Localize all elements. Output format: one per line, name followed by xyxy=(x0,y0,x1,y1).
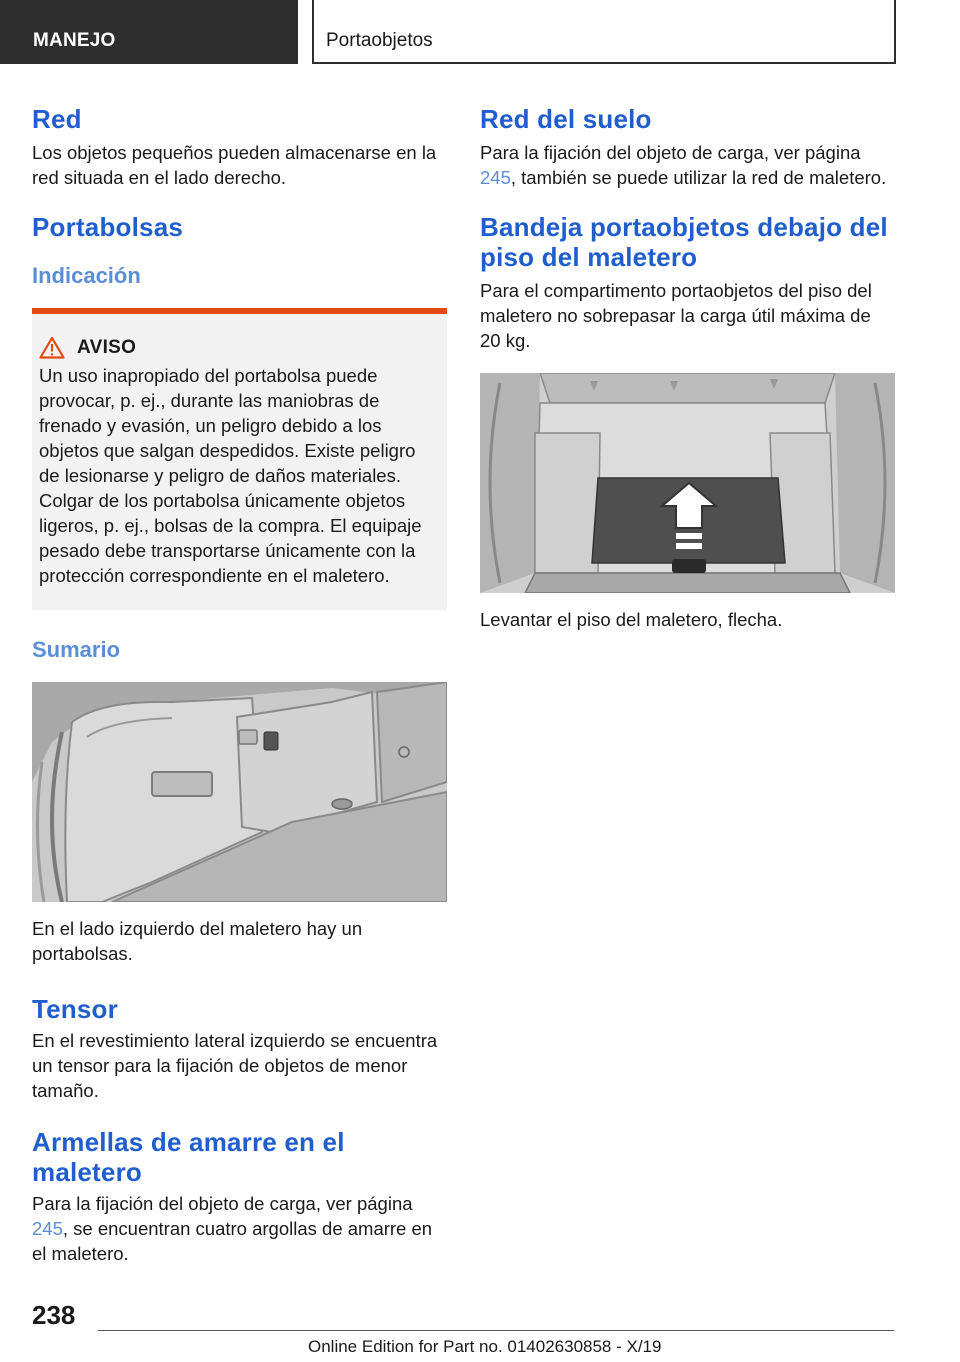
warning-header xyxy=(39,336,439,359)
heading-armellas: Armellas de amarre en el maletero xyxy=(32,1127,345,1187)
heading-sumario: Sumario xyxy=(32,637,121,662)
header-chapter-tab xyxy=(312,0,896,64)
warning-triangle-icon xyxy=(39,336,65,359)
header-chapter-label: Portaobjetos xyxy=(326,30,433,51)
footer-edition: Online Edition for Part no. 01402630858 - X/19 xyxy=(308,1337,662,1356)
heading-indicacion: Indicación xyxy=(32,263,141,288)
warning-text: Un uso inapropiado del portabolsa puede provocar, p. ej., durante las maniobras de frenado y evasión, un peligro debido a los objetos que salgan despedidos. Existe peligro de lesionarse y peligro de daños materiales. Colgar de los portabolsa únicamente objetos ligeros, p. ej., bolsas de la compra. El equipaje pesado debe transportarse únicamente con la protección correspondiente en el maletero. xyxy=(39,365,422,586)
text-bandeja: Para el compartimento portaobjetos del piso del maletero no sobrepasar la carga útil máxima de 20 kg. xyxy=(480,280,872,351)
heading-red: Red xyxy=(32,104,82,134)
page-number: 238 xyxy=(32,1300,76,1330)
text-red-suelo xyxy=(480,140,895,190)
caption-sumario: En el lado izquierdo del maletero hay un portabolsas. xyxy=(32,918,363,964)
text-armellas-pre: Para la fijación del objeto de carga, ver página xyxy=(32,1193,413,1214)
text-tensor: En el revestimiento lateral izquierdo se encuentra un tensor para la fijación de objetos de menor tamaño. xyxy=(32,1030,438,1101)
heading-tensor: Tensor xyxy=(32,994,118,1024)
trunk-floor-figure xyxy=(480,373,895,593)
warning-box xyxy=(32,308,447,610)
right-column xyxy=(480,100,895,632)
footer-rule xyxy=(98,1330,894,1331)
text-armellas xyxy=(32,1191,447,1266)
page-ref-link[interactable]: 245 xyxy=(32,1218,63,1239)
warning-title: AVISO xyxy=(77,336,137,358)
text-red-suelo-post: , también se puede utilizar la red de maletero. xyxy=(510,167,887,188)
heading-portabolsas: Portabolsas xyxy=(32,212,184,242)
text-red-suelo-pre: Para la fijación del objeto de carga, ver página xyxy=(480,142,861,163)
header-section-label: MANEJO xyxy=(33,30,116,51)
text-armellas-post: , se encuentran cuatro argollas de amarre en el maletero. xyxy=(32,1218,433,1264)
caption-bandeja: Levantar el piso del maletero, flecha. xyxy=(480,609,783,630)
page-ref-link[interactable]: 245 xyxy=(480,167,511,188)
header-section-tab xyxy=(0,0,298,64)
text-red: Los objetos pequeños pueden almacenarse en la red situada en el lado derecho. xyxy=(32,142,437,188)
heading-red-suelo: Red del suelo xyxy=(480,104,652,134)
trunk-side-figure xyxy=(32,682,447,902)
left-column xyxy=(32,100,447,1266)
heading-bandeja: Bandeja portaobjetos debajo del piso del maletero xyxy=(480,212,888,272)
